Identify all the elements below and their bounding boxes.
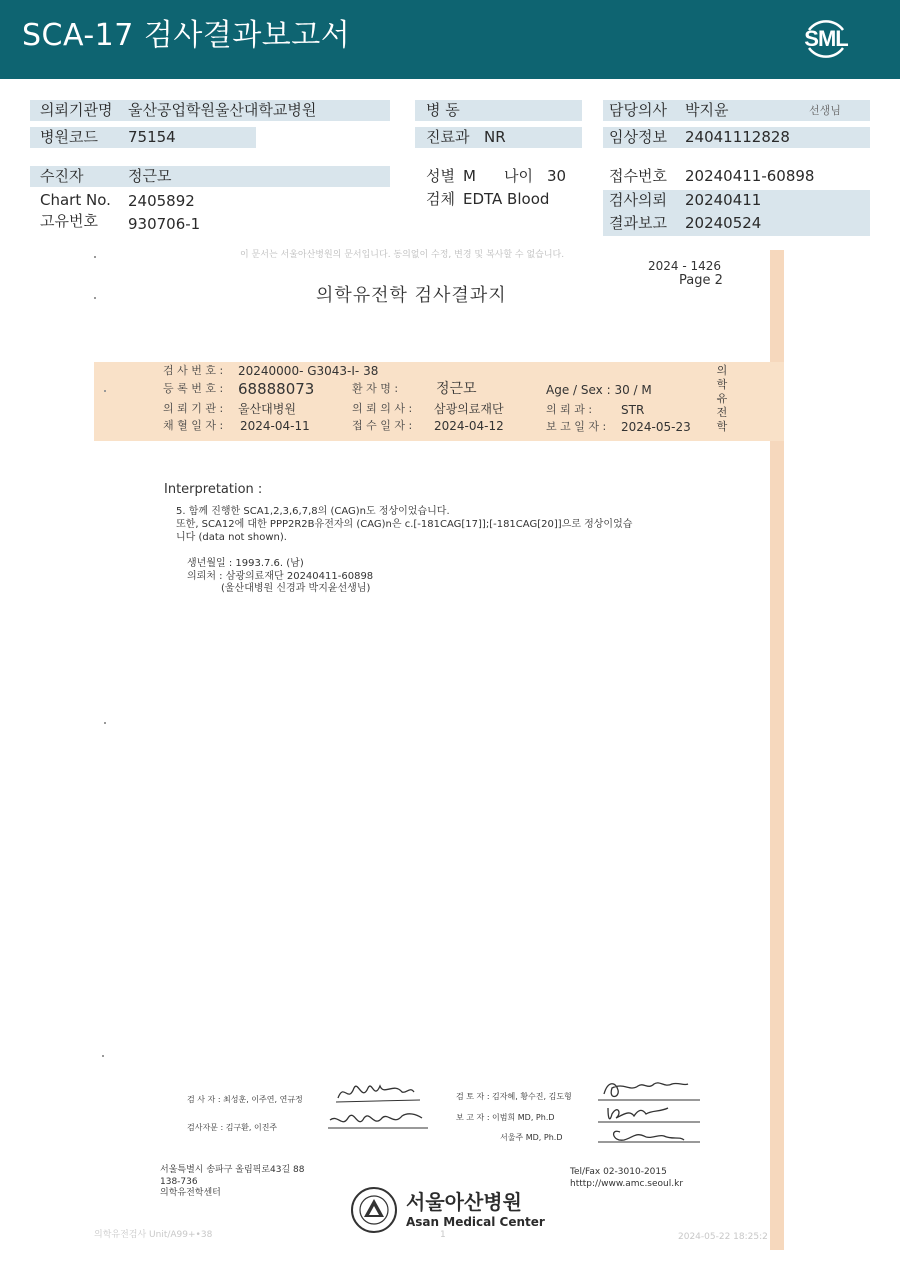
scan-speck [94,256,96,258]
interpretation-line-1: 5. 함께 진행한 SCA1,2,3,6,7,8의 (CAG)n도 정상이었습니다. [176,506,450,517]
sex-label: 성별 [426,167,455,185]
receive-date-value: 2024-04-12 [434,419,504,433]
receipt-label: 접수번호 [609,167,667,185]
scan-speck [104,390,106,392]
doctor-label: 담당의사 [609,101,667,119]
clinical-value: 24041112828 [685,128,790,146]
institution-label: 의뢰기관명 [40,101,113,119]
institution-value: 울산공업학원울산대학교병원 [128,101,317,119]
scan-speck [102,1055,104,1057]
age-label: 나이 [504,167,533,185]
req-doctor-value: 삼광의료재단 [434,402,504,416]
age-sex: Age / Sex : 30 / M [546,383,652,397]
unique-value: 930706-1 [128,215,201,233]
request-value: 20240411 [685,191,762,209]
req-dept-label: 의 뢰 과 : [546,403,593,416]
scan-speck [94,297,96,299]
doc-page: Page 2 [679,273,723,288]
report-title: SCA-17 검사결과보고서 [22,18,351,53]
req-dept-value: STR [621,403,645,417]
doctor-value: 박지윤 [685,101,729,119]
hospital-code-value: 75154 [128,128,176,146]
exam-no-label: 검 사 번 호 : [163,364,224,377]
reg-no-label: 등 록 번 호 : [163,382,224,395]
reg-no-value: 68888073 [238,380,315,398]
reporter: 보 고 자 : 이범희 MD, Ph.D [456,1113,555,1122]
asan-foundation-seal-icon [350,1186,398,1234]
examiners: 검 사 자 : 최성훈, 이주연, 연규정 [187,1095,303,1104]
doc-title: 의학유전학 검사결과지 [316,285,507,306]
birth-date: 생년월일 : 1993.7.6. (남) [187,558,304,569]
patient-name-value: 정근모 [436,381,477,397]
request-label: 검사의뢰 [609,191,667,209]
report-date-value: 2024-05-23 [621,420,691,434]
sample-date-value: 2024-04-11 [240,419,310,433]
report-date-label: 보 고 일 자 : [546,420,607,433]
logo-text: SML [804,26,848,51]
requester: 의뢰처 : 삼광의료재단 20240411-60898 [187,571,374,582]
specimen-label: 검체 [426,190,455,208]
patient-name-label: 환 자 명 : [352,382,399,395]
interpretation-line-2: 또한, SCA12에 대한 PPP2R2B유전자의 (CAG)n은 c.[-181CAG[17]];[-181CAG[20]]으로 정상이었습 [176,519,633,530]
sample-date-label: 채 혈 일 자 : [163,419,224,432]
doc-year-number: 2024 - 1426 [648,259,722,273]
requester-detail: (울산대병원 신경과 박지윤선생님) [221,583,371,594]
hospital-name-korean: 서울아산병원 [406,1190,522,1214]
tel-fax: Tel/Fax 02-3010-2015 [570,1167,667,1177]
hospital-name-english: Asan Medical Center [406,1215,545,1229]
sex-value: M [463,167,476,185]
exam-advisors: 검사자문 : 김구환, 이진주 [187,1123,278,1132]
reviewer-signature-icon [594,1074,704,1148]
reporter-2: 서울주 MD, Ph.D [500,1133,563,1142]
age-value: 30 [547,167,567,185]
dept-value: NR [484,128,506,146]
exam-no-value: 20240000- G3043-I- 38 [238,364,379,378]
ward-label: 병 동 [426,101,460,119]
report-value: 20240524 [685,214,762,232]
req-inst-label: 의 뢰 기 관 : [163,402,224,415]
hospital-code-label: 병원코드 [40,128,98,146]
report-label: 결과보고 [609,214,667,232]
scan-speck [104,722,106,724]
examiner-signature-icon [324,1078,434,1138]
dept-label: 진료과 [426,128,470,146]
vertical-tag: 의학유전학 [716,364,728,433]
reviewers: 검 토 자 : 김자혜, 황수진, 김도형 [456,1092,572,1101]
patient-label: 수진자 [40,167,84,185]
chart-value: 2405892 [128,192,195,210]
clinical-label: 임상정보 [609,128,667,146]
req-doctor-label: 의 뢰 의 사 : [352,402,413,415]
interpretation-heading: Interpretation : [164,482,263,497]
address-line-3: 의학유전학센터 [160,1188,221,1198]
address-line-2: 138-736 [160,1177,198,1187]
specimen-value: EDTA Blood [463,190,550,208]
receipt-value: 20240411-60898 [685,167,815,185]
unique-label: 고유번호 [40,212,98,230]
req-inst-value: 울산대병원 [238,402,296,416]
footer-page-number: 1 [440,1230,446,1240]
address-line-1: 서울특별시 송파구 올림픽로43길 88 [160,1165,305,1175]
footer-timestamp: 2024-05-22 18:25:2 [678,1232,768,1242]
patient-value: 정근모 [128,167,172,185]
interpretation-line-3: 니다 (data not shown). [176,532,287,543]
doctor-suffix: 선생님 [809,104,841,117]
chart-label: Chart No. [40,191,111,209]
footer-left: 의학유전검사 Unit/A99+•38 [94,1230,213,1240]
bar-patient [30,166,390,187]
receive-date-label: 접 수 일 자 : [352,419,413,432]
website: htttp://www.amc.seoul.kr [570,1179,684,1189]
doc-top-notice: 이 문서는 서울아산병원의 문서입니다. 동의없이 수정, 변경 및 복사할 수 없습니다. [240,250,565,260]
